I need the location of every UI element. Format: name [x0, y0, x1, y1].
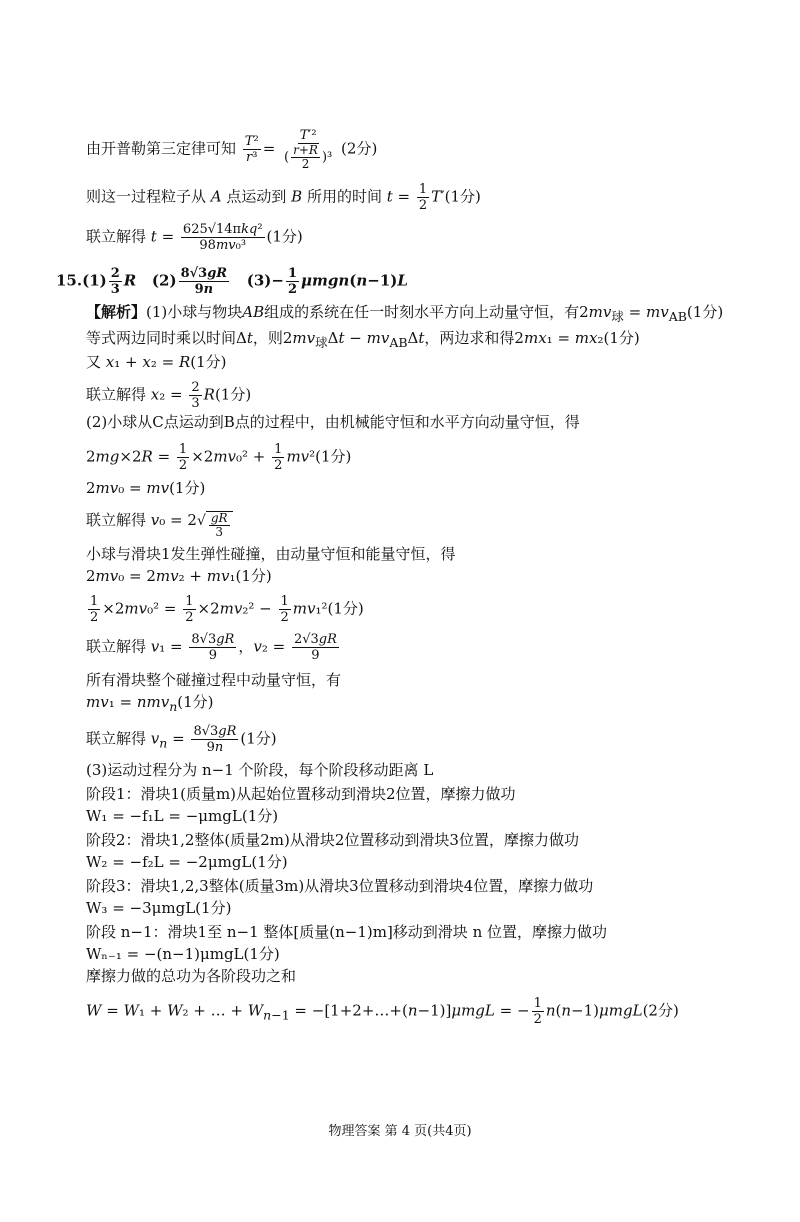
solve-v1-v2: 联立解得 v₁ = $\frac{8√3gR}{9}$ ，v₂ = $\frac{2√3gR}{9}$	[86, 632, 337, 663]
work-n-1: Wₙ₋₁ = −(n−1)μmgL(1分)	[86, 945, 280, 963]
analysis-line-4: 联立解得 x₂ = $\frac{2}{3}$ R(1分)	[86, 380, 252, 411]
total-work-equation: W = W₁ + W₂ + … + $W_{n-1}$ = −[1+2+…+(n−1)]μmgL = − $\frac{1}{2}$ n(n−1)μmgL(2分)	[86, 996, 679, 1027]
part-3-intro: (3)运动过程分为 n−1 个阶段，每个阶段移动距离 L	[86, 761, 434, 779]
solve-time-line: 联立解得 t = $\frac{\text{625√14πkq²}}{\text{98mv₀³}}$ (1分)	[86, 222, 303, 253]
time-line: 则这一过程粒子从 A 点运动到 B 所用的时间 t = $\frac{1}{2}$ T′(1分)	[86, 182, 481, 213]
all-sliders-line: 所有滑块整个碰撞过程中动量守恒，有	[86, 671, 342, 689]
solve-v0: 联立解得 v₀ = 2 √ $\frac{gR}{3}$	[86, 510, 233, 539]
collision-momentum: 2mv₀ = 2mv₂ + mv₁(1分)	[86, 567, 272, 585]
kepler-law-line: 由开普勒第三定律可知 $\frac{\text{T²}}{\text{r³}}$ = T′² ( $\frac{r+R}{2}$ )³ (2分)	[86, 128, 378, 171]
fraction: $\frac{\text{T²}}{\text{r³}}$	[244, 134, 259, 165]
solve-vn: 联立解得 $v_n$ = $\frac{8√3gR}{9n}$ (1分)	[86, 724, 277, 755]
collision-intro: 小球与滑块1发生弹性碰撞，由动量守恒和能量守恒，得	[86, 545, 456, 563]
stage-n-1: 阶段 n−1：滑块1至 n−1 整体[质量(n−1)m]移动到滑块 n 位置，摩擦力做功	[86, 923, 607, 941]
text: 由开普勒第三定律可知	[86, 139, 237, 158]
final-momentum: mv₁ = nmv$_n$(1分)	[86, 693, 214, 714]
analysis-line-2: 等式两边同时乘以时间Δt，则$2mv_球\Delta t - mv_{AB}\Delta t$，两边求和得2mx₁ = mx₂(1分)	[86, 329, 640, 350]
question-15-answers: 15.(1) $\frac{2}{3}$ R (2) $\frac{8√3gR}{9n}$ (3)− $\frac{1}{2}$ μmgn(n−1)L	[56, 266, 408, 297]
work-2: W₂ = −f₂L = −2μmgL(1分)	[86, 853, 288, 871]
part-2-intro: (2)小球从C点运动到B点的过程中，由机械能守恒和水平方向动量守恒，得	[86, 413, 580, 431]
fraction: T′² ( $\frac{r+R}{2}$ )³	[284, 128, 333, 171]
collision-energy: $\frac{1}{2}$ ×2mv₀² = $\frac{1}{2}$ ×2mv₂² − $\frac{1}{2}$ mv₁²(1分)	[90, 594, 364, 625]
analysis-label: 【解析】	[86, 303, 147, 321]
work-1: W₁ = −f₁L = −μmgL(1分)	[86, 807, 279, 825]
total-work-intro: 摩擦力做的总功为各阶段功之和	[86, 967, 297, 985]
stage-2: 阶段2：滑块1,2整体(质量2m)从滑块2位置移动到滑块3位置，摩擦力做功	[86, 831, 579, 849]
page-footer: 物理答案 第 4 页(共4页)	[328, 1124, 472, 1139]
stage-1: 阶段1：滑块1(质量m)从起始位置移动到滑块2位置，摩擦力做功	[86, 785, 516, 803]
energy-equation: 2mg×2R = $\frac{1}{2}$ ×2mv₀² + $\frac{1}{2}$ mv²(1分)	[86, 442, 352, 473]
stage-3: 阶段3：滑块1,2,3整体(质量3m)从滑块3位置移动到滑块4位置，摩擦力做功	[86, 877, 594, 895]
analysis-line-1: 【解析】(1)小球与物块AB组成的系统在任一时刻水平方向上动量守恒，有$2mv_球 = mv_{AB}(1$分)	[86, 303, 724, 324]
work-3: W₃ = −3μmgL(1分)	[86, 899, 232, 917]
momentum-equation: 2mv₀ = mv(1分)	[86, 479, 206, 497]
analysis-line-3: 又 x₁ + x₂ = R(1分)	[86, 353, 227, 371]
